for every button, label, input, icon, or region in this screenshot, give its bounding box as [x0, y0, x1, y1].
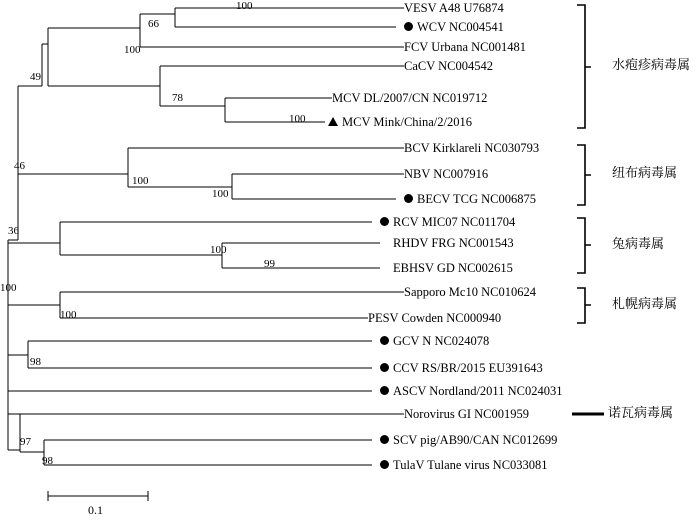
- bracket-lagovirus: [577, 218, 591, 273]
- support-value: 100: [60, 309, 77, 321]
- support-value: 100: [212, 188, 229, 200]
- group-label-norovirus: 诺瓦病毒属: [608, 406, 674, 421]
- tip-marker-circle: [404, 194, 413, 203]
- taxon-label-14: GCV N NC024078: [393, 334, 490, 348]
- support-value: 100: [124, 44, 141, 56]
- taxon-label-1: WCV NC004541: [417, 20, 504, 34]
- group-label-lagovirus: 兔病毒属: [612, 237, 665, 252]
- tip-marker-circle: [380, 336, 389, 345]
- taxon-label-11: EBHSV GD NC002615: [393, 261, 513, 275]
- taxon-label-10: RHDV FRG NC001543: [393, 236, 514, 250]
- taxon-label-16: ASCV Nordland/2011 NC024031: [393, 384, 563, 398]
- taxon-label-19: TulaV Tulane virus NC033081: [393, 458, 548, 472]
- bracket-nebovirus: [577, 145, 591, 205]
- group-label-nebovirus: 纽布病毒属: [612, 166, 678, 181]
- support-value: 100: [132, 175, 149, 187]
- taxon-label-18: SCV pig/AB90/CAN NC012699: [393, 433, 558, 447]
- taxon-label-4: MCV DL/2007/CN NC019712: [332, 91, 488, 105]
- taxon-label-3: CaCV NC004542: [404, 59, 494, 73]
- taxon-label-6: BCV Kirklareli NC030793: [404, 141, 540, 155]
- support-value: 98: [42, 455, 53, 467]
- bracket-sapovirus: [577, 288, 591, 323]
- taxon-label-5: MCV Mink/China/2/2016: [342, 115, 472, 129]
- taxon-label-15: CCV RS/BR/2015 EU391643: [393, 361, 543, 375]
- tip-marker-circle: [380, 363, 389, 372]
- taxon-label-7: NBV NC007916: [404, 167, 489, 181]
- group-label-vesivirus: 水疱疹病毒属: [612, 58, 691, 73]
- taxon-label-13: PESV Cowden NC000940: [368, 311, 502, 325]
- taxon-label-0: VESV A48 U76874: [404, 1, 504, 15]
- tip-marker-circle: [380, 217, 389, 226]
- tip-marker-circle: [380, 386, 389, 395]
- support-value: 100: [289, 113, 306, 125]
- support-value: 98: [30, 356, 41, 368]
- taxon-label-2: FCV Urbana NC001481: [404, 40, 526, 54]
- tip-marker-circle: [380, 435, 389, 444]
- scale-bar-label: 0.1: [88, 503, 103, 517]
- taxon-label-12: Sapporo Mc10 NC010624: [404, 285, 536, 299]
- bracket-vesivirus: [577, 5, 591, 128]
- support-value: 100: [236, 0, 253, 12]
- taxon-label-8: BECV TCG NC006875: [417, 192, 537, 206]
- tip-marker-circle: [380, 460, 389, 469]
- tip-marker-triangle: [328, 117, 338, 126]
- support-value: 100: [210, 244, 227, 256]
- support-value: 36: [8, 225, 19, 237]
- support-value: 99: [264, 258, 275, 270]
- support-value: 46: [14, 160, 25, 172]
- support-value: 97: [20, 436, 31, 448]
- support-value: 78: [172, 92, 183, 104]
- support-value: 66: [148, 18, 159, 30]
- support-value: 100: [0, 282, 17, 294]
- taxon-label-17: Norovirus GI NC001959: [404, 407, 529, 421]
- tip-marker-circle: [404, 22, 413, 31]
- group-label-sapovirus: 札幌病毒属: [612, 297, 678, 312]
- support-value: 49: [30, 71, 41, 83]
- taxon-label-9: RCV MIC07 NC011704: [393, 215, 516, 229]
